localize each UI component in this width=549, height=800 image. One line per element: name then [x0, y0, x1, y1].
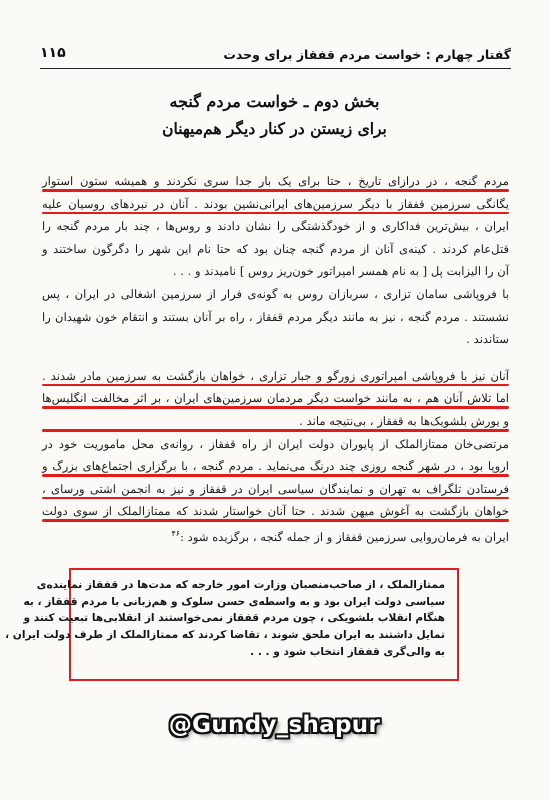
- text-line: [42, 500, 509, 523]
- line-text: مردم گنجه ، در درازای تاریخ ، حتا برای یک بار جدا سری نکردند و همیشه ستون استوار: [42, 174, 509, 188]
- red-underline: [42, 189, 509, 192]
- red-underline: [42, 474, 509, 477]
- quote-line: به والی‌گری قفقاز انتخاب شود و . . .: [250, 645, 445, 658]
- line-text: اروپا بود ، در شهر گنجه روزی چند درنگ می‌نماید . مردم گنجه ، با برگزاری اجتماع‌های بزرگ و: [42, 459, 509, 474]
- line-text: ایران به فرمان‌روایی سرزمین قفقاز و از جمله گنجه ، برگزیده شود :: [180, 529, 509, 544]
- line-text: ستاندند .: [466, 332, 509, 347]
- line-text: و یورش بلشویک‌ها به قفقاز ، بی‌نتیجه ماند .: [299, 413, 509, 428]
- text-line: [42, 328, 509, 351]
- text-line: [42, 365, 509, 388]
- red-underline: [42, 406, 509, 409]
- line-text: آن را الیزابت پل [ به نام همسر امپراتور خون‌ریز روس ] نامیدند و . . .: [172, 264, 509, 279]
- quote-box: [5, 568, 459, 681]
- line-text: مرتضی‌خان ممتازالملک از پایوران دولت ایران از راه قفقاز ، روانه‌ی محل ماموریت خود در: [42, 436, 509, 451]
- quote-line: تمایل داشتند به ایران ملحق شوند ، تقاضا کردند که ممتازالملک از طرف دولت ایران ،: [5, 629, 445, 642]
- text-line: [42, 410, 509, 433]
- line-text: اما تلاش آنان هم ، به مانند خواست دیگر مردمان سرزمین‌های ایران ، بر اثر مخالفت انگلیس‌ها: [42, 391, 509, 406]
- line-text: یگانگی سرزمین قفقاز با دیگر سرزمین‌های ایرانی‌نشین بودند . آنان در نبردهای روسیان علیه: [42, 196, 509, 211]
- red-underline: [42, 519, 509, 522]
- section-subtitle: برای زیستن در کنار دیگر هم‌میهنان: [162, 119, 387, 138]
- line-text: نشستند . مردم گنجه ، نیز به مانند دیگر مردم قفقاز ، راه بر آنان بستند و انتقام خون شهیدان را: [42, 309, 509, 324]
- text-line: [42, 238, 509, 261]
- text-line: [42, 433, 509, 456]
- text-line: [42, 455, 509, 478]
- body-text: [42, 170, 509, 546]
- quote-line: هنگام انقلاب بلشویکی ، چون مردم قفقاز نمی‌خواستند از انقلابی‌ها تبعیت کنند و: [23, 612, 445, 625]
- page-number: ۱۱۵: [40, 45, 66, 61]
- line-text: ایران ، بیش‌ترین فداکاری و از خودگذشتگی را نشان دادند و روس‌ها ، چند بار مردم گنجه را: [42, 219, 509, 234]
- quote-line: سیاسی دولت ایران بود و به واسطه‌ی حسن سلوک و هم‌زبانی با مردم قفقاز ، به: [23, 595, 445, 608]
- footnote-marker: ۴۶: [171, 528, 181, 538]
- red-underline: [42, 429, 509, 432]
- red-underline: [42, 384, 509, 387]
- line-text: با فروپاشی سامان تزاری ، سربازان روس به گونه‌ی فرار از سرزمین اشغالی در ایران ، پس: [42, 286, 509, 301]
- text-line: [42, 478, 509, 501]
- red-underline: [42, 497, 509, 500]
- text-line: [42, 260, 509, 283]
- line-text: فرستادن تلگراف به تهران و نمایندگان سیاسی ایران در قفقاز و نیز به انجمن اشتی ورسای ،: [42, 481, 509, 496]
- page-header: [40, 42, 511, 69]
- running-title: گفتار چهارم : خواست مردم قفقاز برای وحدت: [223, 47, 511, 62]
- text-line: [42, 170, 509, 193]
- text-line: [42, 283, 509, 306]
- text-line: [42, 306, 509, 329]
- text-line: [42, 193, 509, 216]
- red-underline: [42, 212, 509, 215]
- line-text: قتل‌عام کردند . کینه‌ی آنان از مردم گنجه چنان بود که حتا نام این شهر را دگرگون ساختند و: [42, 241, 509, 256]
- watermark: [0, 712, 549, 738]
- line-text: خواهان بازگشت به آغوش میهن شدند . حتا آنان خواستار شدند که ممتازالملک از سوی دولت: [42, 504, 509, 519]
- text-line: [42, 387, 509, 410]
- section-title: بخش دوم ـ خواست مردم گنجه: [169, 92, 380, 111]
- watermark-text: @Gundy_shapur: [168, 712, 381, 738]
- text-line: [42, 523, 509, 546]
- line-text: آنان نیز با فروپاشی امپراتوری زورگو و جبار تزاری ، خواهان بازگشت به سرزمین مادر شدند .: [42, 368, 509, 383]
- text-line: [42, 215, 509, 238]
- quote-line: ممتازالملک ، از صاحب‌منصبان وزارت امور خارجه که مدت‌ها در قفقاز نماینده‌ی: [36, 579, 445, 591]
